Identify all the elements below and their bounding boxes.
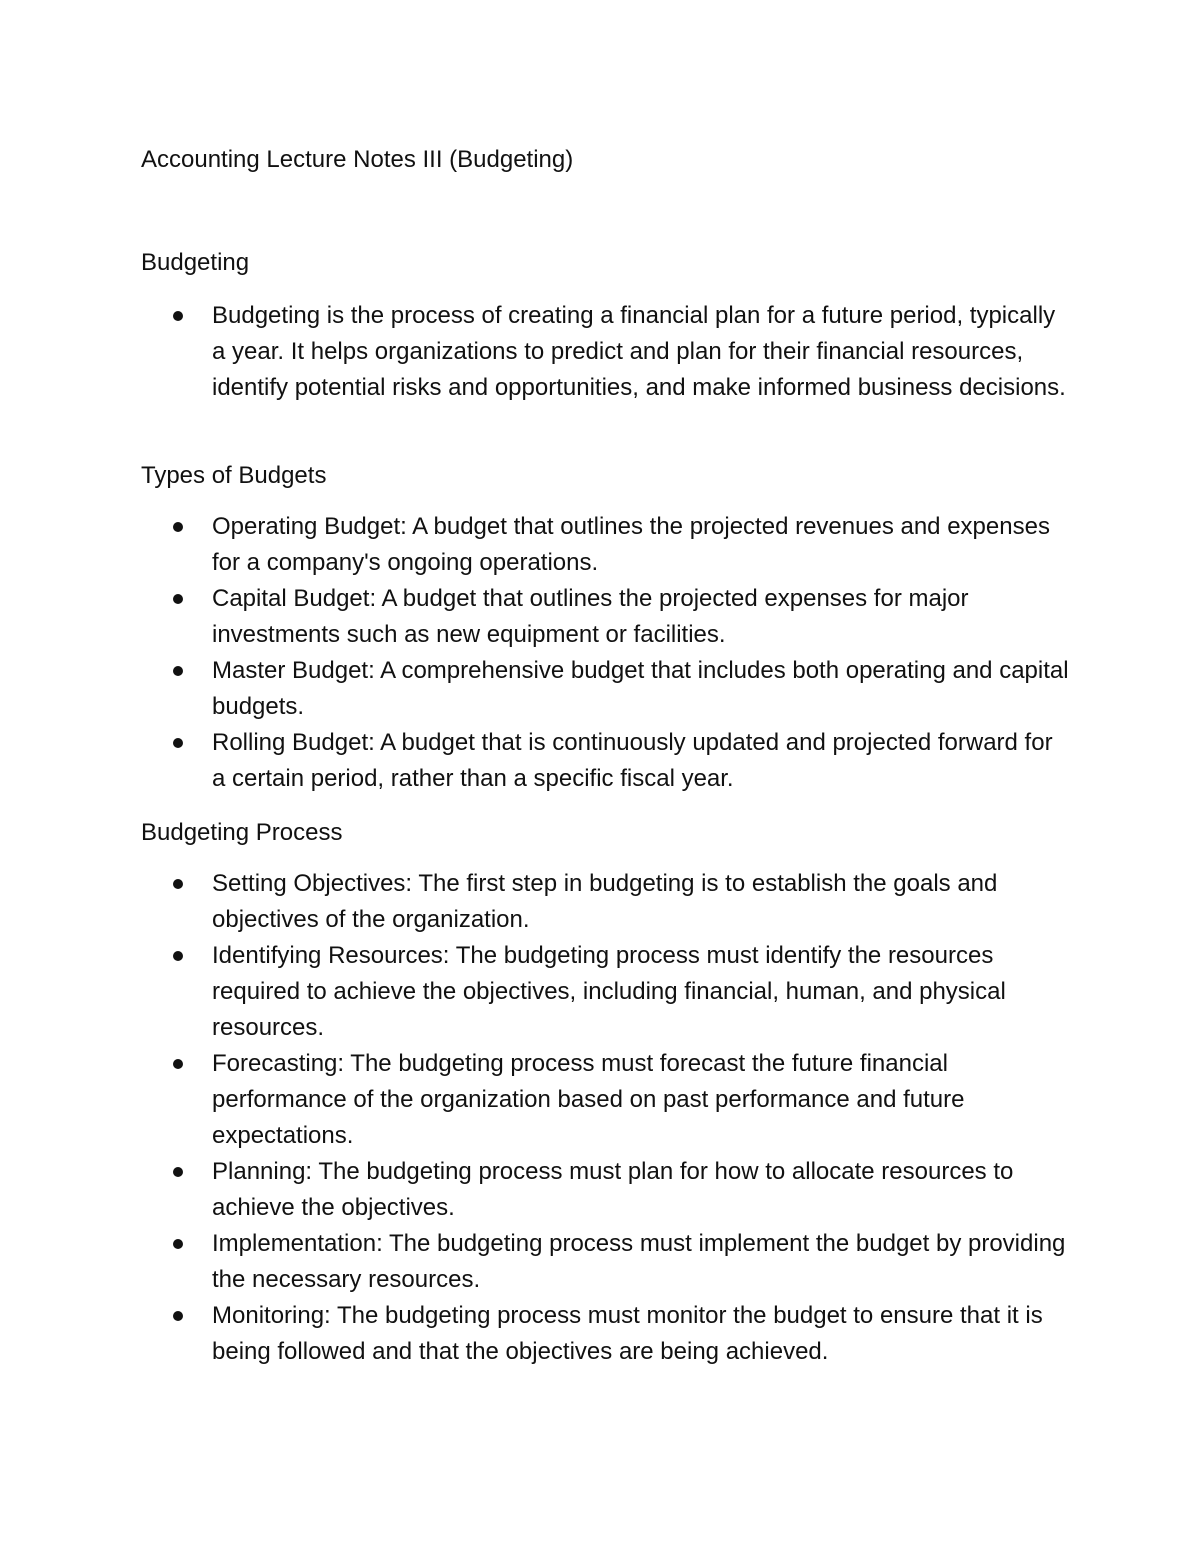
list-item [141,866,1071,938]
list-item-text: Capital Budget: A budget that outlines the projected expenses for major investments such as new equipment or facilities. [212,585,969,648]
list-item [141,1226,1071,1298]
bullet-icon [173,1311,183,1321]
list-item [141,509,1071,581]
bullet-icon [173,594,183,604]
list-item [141,653,1071,725]
list-item-text: Operating Budget: A budget that outlines the projected revenues and expenses for a company's ongoing operations. [212,513,1050,576]
list-item [141,1046,1071,1154]
bullet-icon [173,738,183,748]
bullet-icon [173,522,183,532]
bullet-icon [173,1239,183,1249]
list-item-text: Rolling Budget: A budget that is continuously updated and projected forward for a certain period, rather than a specific fiscal year. [212,729,1053,792]
budgeting-list [141,298,1071,406]
section-heading-budgeting: Budgeting [141,249,250,276]
types-of-budgets-list [141,509,1071,797]
list-item-text: Forecasting: The budgeting process must forecast the future financial performance of the organization based on past performance and future expectations. [212,1050,965,1149]
section-heading-budgeting-process: Budgeting Process [141,819,343,846]
bullet-icon [173,1167,183,1177]
list-item-text: Master Budget: A comprehensive budget that includes both operating and capital budgets. [212,657,1069,720]
list-item-text: Identifying Resources: The budgeting process must identify the resources required to achieve the objectives, including financial, human, and physical resources. [212,942,1006,1041]
budgeting-process-list [141,866,1071,1370]
list-item-text: Setting Objectives: The first step in budgeting is to establish the goals and objectives of the organization. [212,870,998,933]
bullet-icon [173,1059,183,1069]
list-item [141,1154,1071,1226]
list-item [141,581,1071,653]
list-item-text: Planning: The budgeting process must plan for how to allocate resources to achieve the objectives. [212,1158,1014,1221]
list-item-text: Implementation: The budgeting process must implement the budget by providing the necessary resources. [212,1230,1066,1293]
section-heading-types-of-budgets: Types of Budgets [141,462,327,489]
list-item [141,725,1071,797]
bullet-icon [173,879,183,889]
list-item [141,298,1071,406]
bullet-icon [173,666,183,676]
list-item-text: Budgeting is the process of creating a financial plan for a future period, typically a year. It helps organizations to predict and plan for their financial resources, identify potential risks and opportunities, and make informed business decisions. [212,302,1066,401]
bullet-icon [173,951,183,961]
list-item [141,938,1071,1046]
bullet-icon [173,311,183,321]
list-item [141,1298,1071,1370]
document-title: Accounting Lecture Notes III (Budgeting) [141,146,574,173]
list-item-text: Monitoring: The budgeting process must monitor the budget to ensure that it is being followed and that the objectives are being achieved. [212,1302,1043,1365]
